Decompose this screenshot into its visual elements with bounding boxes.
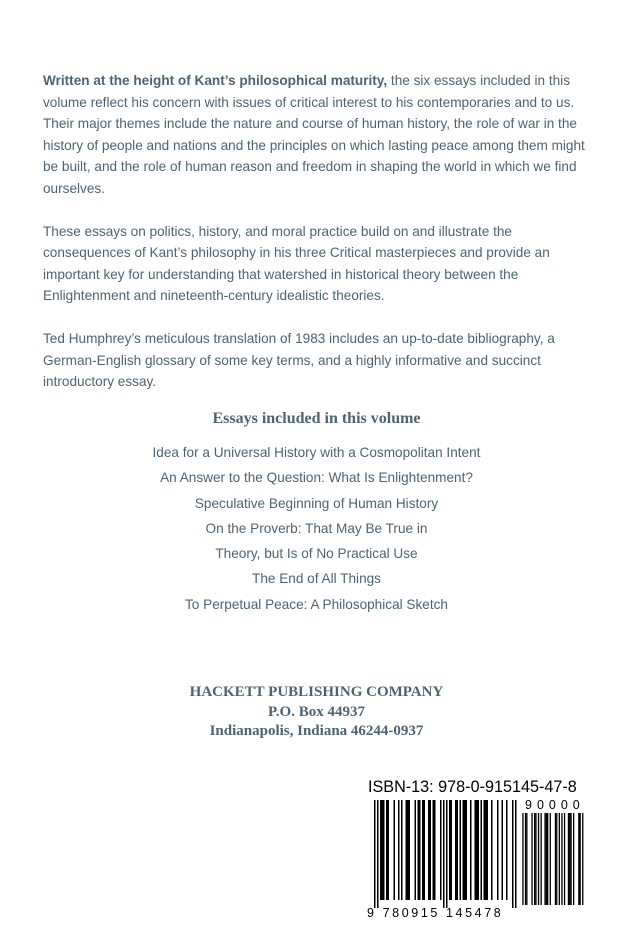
- barcode-bar: [485, 800, 487, 900]
- addon-bar: [525, 813, 526, 905]
- barcode-guard-bar: [512, 800, 514, 908]
- addon-bar: [561, 813, 562, 905]
- barcode-bar: [451, 800, 453, 900]
- essay-item: Theory, but Is of No Practical Use: [215, 546, 418, 562]
- barcode-bar: [388, 800, 390, 900]
- addon-bar: [544, 813, 545, 905]
- addon-bar: [538, 813, 539, 905]
- description-p1-text: the six essays included in this volume reflect his concern with issues of critical interest to his contemporaries and to us. Their major themes include the nature and course of human history, the role of war in the history of people and nations and the principles on which lasting peace among them might be built, and the role of human reason and freedom in shaping the world in which we find ourselves.: [43, 73, 585, 196]
- barcode-bar: [487, 800, 489, 900]
- addon-bar: [535, 813, 536, 905]
- essay-item: An Answer to the Question: What Is Enlightenment?: [160, 470, 473, 486]
- addon-bar: [573, 813, 574, 905]
- barcode-bar: [476, 800, 478, 900]
- addon-bar: [555, 813, 556, 905]
- addon-bar: [541, 813, 542, 905]
- barcode-bar: [491, 800, 493, 900]
- addon-bar: [578, 813, 579, 905]
- addon-bar: [570, 813, 571, 905]
- essays-list: [0, 440, 633, 617]
- barcode-bar: [407, 800, 409, 900]
- barcode-bar: [398, 800, 400, 900]
- barcode-bar: [406, 800, 408, 900]
- back-cover-description: [43, 70, 603, 414]
- addon-bar: [526, 813, 527, 905]
- barcode-guard-bar: [443, 800, 445, 908]
- barcode-bar: [455, 800, 457, 900]
- barcode-bar: [470, 800, 472, 900]
- publisher-city: Indianapolis, Indiana 46244-0937: [209, 723, 424, 739]
- barcode-bar: [383, 800, 385, 900]
- isbn-barcode: [362, 775, 595, 925]
- publisher-name: HACKETT PUBLISHING COMPANY: [189, 684, 444, 700]
- essay-item: Idea for a Universal History with a Cosmopolitan Intent: [152, 445, 481, 460]
- barcode-bar: [428, 800, 430, 900]
- barcode-bar: [422, 800, 424, 900]
- publisher-po-box: P.O. Box 44937: [268, 703, 365, 720]
- addon-bar: [559, 813, 560, 905]
- barcode-bar: [463, 800, 465, 900]
- barcode-bar: [415, 800, 417, 900]
- addon-bar: [564, 813, 565, 905]
- addon-bar: [550, 813, 551, 905]
- description-lead: Written at the height of Kant’s philosophical maturity,: [43, 73, 388, 88]
- barcode-bar: [418, 800, 420, 900]
- addon-bar: [522, 813, 523, 905]
- addon-bar: [547, 813, 548, 905]
- description-paragraph-1: [43, 70, 603, 200]
- barcode-bar: [419, 800, 421, 900]
- description-paragraph-3: Ted Humphrey’s meticulous translation of 1983 includes an up-to-date bibliography, a German-English glossary of some key terms, and a highly informative and succinct introductory essay.: [43, 330, 555, 390]
- barcode-bar: [502, 800, 504, 900]
- barcode-bar: [478, 800, 480, 900]
- essays-heading: Essays included in this volume: [212, 410, 421, 427]
- essay-item: Speculative Beginning of Human History: [194, 495, 439, 511]
- barcode-bar: [380, 800, 382, 900]
- barcode-guard-bar: [374, 800, 376, 908]
- essay-item: The End of All Things: [252, 571, 381, 587]
- barcode-bar: [506, 800, 508, 900]
- barcode-bar: [466, 800, 468, 900]
- barcode-guard-bar: [446, 800, 448, 908]
- barcode-bar: [386, 800, 388, 900]
- barcode-bar: [481, 800, 483, 900]
- barcode-bar: [430, 800, 432, 900]
- publisher-block: [0, 683, 633, 742]
- barcode-bar: [449, 800, 451, 900]
- addon-bar: [534, 813, 535, 905]
- addon-digits: 90000: [525, 798, 585, 812]
- barcode-bar: [484, 800, 486, 900]
- barcode-guard-bar: [515, 800, 517, 908]
- essay-item: On the Proverb: That May Be True in: [205, 520, 428, 536]
- barcode-bar: [409, 800, 411, 900]
- barcode-bar: [424, 800, 426, 900]
- description-paragraph-2: These essays on politics, history, and moral practice build on and illustrate the consequences of Kant’s philosophy in his three Critical masterpieces and provide an important key for understanding that watershed in historical theory between the Enlightenment and nineteenth-century idealistic theories.: [43, 223, 550, 304]
- barcode-bar: [464, 800, 466, 900]
- barcode-bar: [401, 800, 403, 900]
- barcode-bar: [433, 800, 435, 900]
- barcode-digits: 9 780915 145478: [367, 906, 504, 920]
- barcode-bar: [457, 800, 459, 900]
- addon-bar: [556, 813, 557, 905]
- isbn-label: ISBN-13: 978-0-915145-47-8: [368, 778, 577, 796]
- barcode-bar: [460, 800, 462, 900]
- barcode-bar: [434, 800, 436, 900]
- addon-bar: [580, 813, 581, 905]
- addon-bar: [569, 813, 570, 905]
- addon-bar: [531, 813, 532, 905]
- essay-item: To Perpetual Peace: A Philosophical Sketch: [185, 596, 448, 612]
- barcode-bar: [497, 800, 499, 900]
- barcode-guard-bar: [377, 800, 379, 908]
- addon-bars: [521, 813, 591, 905]
- barcode-bar: [394, 800, 396, 900]
- barcode-bar: [475, 800, 477, 900]
- addon-bar: [546, 813, 547, 905]
- barcode-bar: [382, 800, 384, 900]
- barcode-bar: [440, 800, 442, 900]
- ean13-bars: [370, 800, 518, 908]
- addon-bar: [582, 813, 583, 905]
- addon-bar: [568, 813, 569, 905]
